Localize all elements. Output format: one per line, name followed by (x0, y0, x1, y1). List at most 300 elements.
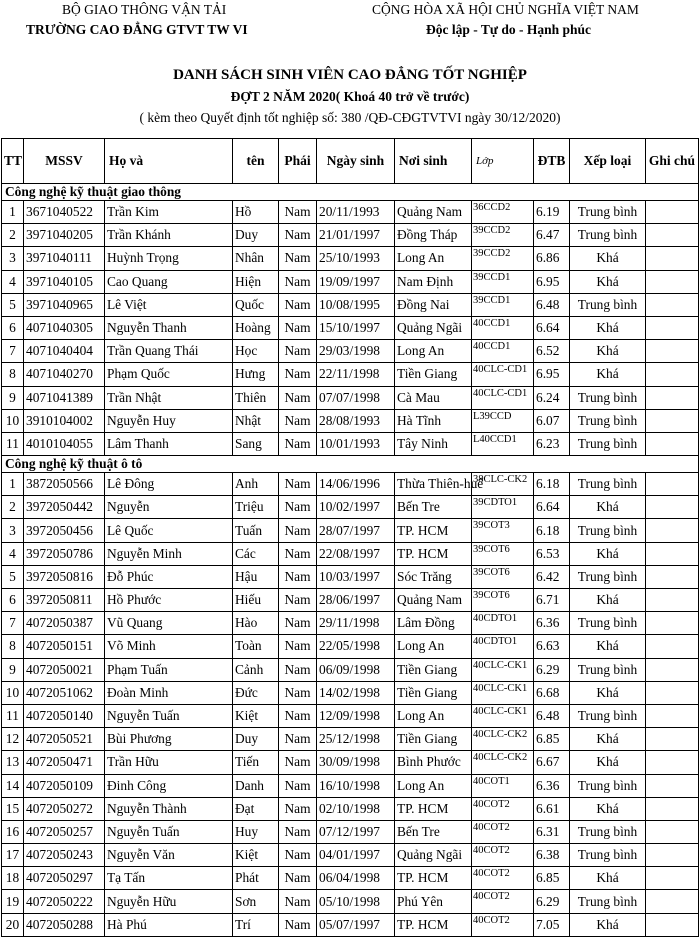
family-name: Huỳnh Trọng (105, 247, 233, 270)
gpa: 6.48 (534, 704, 570, 727)
family-name: Hồ Phước (105, 589, 233, 612)
family-name: Trần Kim (105, 201, 233, 224)
gender: Nam (279, 409, 317, 432)
given-name: Toàn (233, 635, 279, 658)
classification: Trung bình (570, 704, 646, 727)
gender: Nam (279, 496, 317, 519)
birth-place: Quảng Nam (395, 201, 472, 224)
class-code: 39CCD1 (472, 270, 534, 293)
gender: Nam (279, 635, 317, 658)
student-id: 3972050811 (24, 589, 105, 612)
gender: Nam (279, 728, 317, 751)
given-name: Nhật (233, 409, 279, 432)
column-header: Lớp (472, 139, 534, 184)
family-name: Đoàn Minh (105, 681, 233, 704)
student-id: 4072051062 (24, 681, 105, 704)
student-id: 4072050297 (24, 867, 105, 890)
birth-place: TP. HCM (395, 797, 472, 820)
table-row (2, 913, 699, 936)
given-name: Nhân (233, 247, 279, 270)
note (646, 565, 699, 588)
given-name: Hiện (233, 270, 279, 293)
table-row (2, 589, 699, 612)
document-subtitle: ĐỢT 2 NĂM 2020( Khoá 40 trở về trước) (230, 89, 470, 104)
birth-date: 14/02/1998 (317, 681, 395, 704)
column-header: ĐTB (534, 139, 570, 184)
student-id: 3972050816 (24, 565, 105, 588)
note (646, 519, 699, 542)
family-name: Hà Phú (105, 913, 233, 936)
classification: Trung bình (570, 224, 646, 247)
table-row (2, 247, 699, 270)
birth-date: 28/07/1997 (317, 519, 395, 542)
note (646, 913, 699, 936)
gender: Nam (279, 363, 317, 386)
row-number: 1 (2, 201, 24, 224)
classification: Trung bình (570, 658, 646, 681)
row-number: 10 (2, 681, 24, 704)
birth-date: 16/10/1998 (317, 774, 395, 797)
birth-date: 15/10/1997 (317, 316, 395, 339)
student-id: 3671040522 (24, 201, 105, 224)
row-number: 5 (2, 293, 24, 316)
birth-place: TP. HCM (395, 913, 472, 936)
gender: Nam (279, 340, 317, 363)
student-id: 4072050272 (24, 797, 105, 820)
birth-date: 21/01/1997 (317, 224, 395, 247)
gender: Nam (279, 432, 317, 455)
graduate-table (1, 138, 699, 937)
birth-place: Đồng Tháp (395, 224, 472, 247)
table-row (2, 340, 699, 363)
note (646, 201, 699, 224)
given-name: Huy (233, 820, 279, 843)
birth-place: Bến Tre (395, 820, 472, 843)
table-row (2, 681, 699, 704)
family-name: Đinh Công (105, 774, 233, 797)
class-code: 40CDTO1 (472, 635, 534, 658)
note (646, 774, 699, 797)
gpa: 6.64 (534, 316, 570, 339)
note (646, 293, 699, 316)
class-code: 40COT2 (472, 820, 534, 843)
class-code: 40CDTO1 (472, 612, 534, 635)
classification: Khá (570, 316, 646, 339)
birth-place: TP. HCM (395, 867, 472, 890)
family-name: Lê Việt (105, 293, 233, 316)
gpa: 6.18 (534, 519, 570, 542)
row-number: 8 (2, 363, 24, 386)
table-row (2, 844, 699, 867)
note (646, 658, 699, 681)
given-name: Anh (233, 473, 279, 496)
family-name: Phạm Quốc (105, 363, 233, 386)
gpa: 6.29 (534, 890, 570, 913)
note (646, 681, 699, 704)
row-number: 2 (2, 224, 24, 247)
gpa: 6.61 (534, 797, 570, 820)
classification: Trung bình (570, 820, 646, 843)
student-id: 4072050151 (24, 635, 105, 658)
family-name: Nguyễn Tuấn (105, 820, 233, 843)
gender: Nam (279, 890, 317, 913)
row-number: 6 (2, 589, 24, 612)
birth-place: Long An (395, 635, 472, 658)
ministry-name: BỘ GIAO THÔNG VẬN TẢI (62, 2, 227, 17)
class-code: 39COT3 (472, 519, 534, 542)
birth-place: Long An (395, 704, 472, 727)
note (646, 704, 699, 727)
gender: Nam (279, 867, 317, 890)
row-number: 9 (2, 658, 24, 681)
birth-date: 25/10/1993 (317, 247, 395, 270)
birth-place: Cà Mau (395, 386, 472, 409)
family-name: Phạm Tuấn (105, 658, 233, 681)
table-row (2, 386, 699, 409)
row-number: 4 (2, 270, 24, 293)
family-name: Nguyễn Huy (105, 409, 233, 432)
gender: Nam (279, 774, 317, 797)
note (646, 316, 699, 339)
class-code: 40COT2 (472, 867, 534, 890)
section-header-row (2, 456, 699, 473)
given-name: Kiệt (233, 844, 279, 867)
family-name: Cao Quang (105, 270, 233, 293)
row-number: 12 (2, 728, 24, 751)
birth-date: 10/08/1995 (317, 293, 395, 316)
classification: Trung bình (570, 844, 646, 867)
column-header: MSSV (24, 139, 105, 184)
class-code: 40COT2 (472, 797, 534, 820)
class-code: L39CCD (472, 409, 534, 432)
given-name: Trí (233, 913, 279, 936)
family-name: Trần Hữu (105, 751, 233, 774)
gpa: 6.23 (534, 432, 570, 455)
student-id: 3972050442 (24, 496, 105, 519)
column-header: Họ và (105, 139, 233, 184)
birth-date: 12/09/1998 (317, 704, 395, 727)
note (646, 751, 699, 774)
gpa: 6.36 (534, 612, 570, 635)
student-id: 3971040111 (24, 247, 105, 270)
student-id: 3972050456 (24, 519, 105, 542)
gender: Nam (279, 270, 317, 293)
classification: Trung bình (570, 774, 646, 797)
document-titles (0, 66, 700, 128)
given-name: Danh (233, 774, 279, 797)
row-number: 7 (2, 340, 24, 363)
gpa: 6.95 (534, 270, 570, 293)
student-id: 4072050021 (24, 658, 105, 681)
classification: Khá (570, 496, 646, 519)
given-name: Đạt (233, 797, 279, 820)
birth-date: 29/11/1998 (317, 612, 395, 635)
row-number: 18 (2, 867, 24, 890)
student-id: 4071040270 (24, 363, 105, 386)
class-code: 40COT1 (472, 774, 534, 797)
given-name: Hậu (233, 565, 279, 588)
given-name: Hồ (233, 201, 279, 224)
row-number: 7 (2, 612, 24, 635)
row-number: 1 (2, 473, 24, 496)
gender: Nam (279, 293, 317, 316)
gpa: 6.64 (534, 496, 570, 519)
table-row (2, 432, 699, 455)
gender: Nam (279, 681, 317, 704)
classification: Khá (570, 589, 646, 612)
classification: Khá (570, 340, 646, 363)
classification: Trung bình (570, 409, 646, 432)
national-title: CỘNG HÒA XÃ HỘI CHỦ NGHĨA VIỆT NAM (372, 2, 639, 17)
family-name: Nguyễn (105, 496, 233, 519)
national-motto: Độc lập - Tự do - Hạnh phúc (426, 22, 592, 37)
birth-date: 22/08/1997 (317, 542, 395, 565)
gender: Nam (279, 224, 317, 247)
family-name: Nguyễn Tuấn (105, 704, 233, 727)
note (646, 844, 699, 867)
student-id: 3872050566 (24, 473, 105, 496)
table-row (2, 635, 699, 658)
table-body (2, 184, 699, 937)
row-number: 13 (2, 751, 24, 774)
birth-date: 06/04/1998 (317, 867, 395, 890)
column-header: TT (2, 139, 24, 184)
table-row (2, 224, 699, 247)
table-row (2, 293, 699, 316)
row-number: 8 (2, 635, 24, 658)
table-row (2, 797, 699, 820)
row-number: 2 (2, 496, 24, 519)
family-name: Trần Khánh (105, 224, 233, 247)
row-number: 20 (2, 913, 24, 936)
birth-place: Bến Tre (395, 496, 472, 519)
family-name: Lê Đông (105, 473, 233, 496)
row-number: 11 (2, 704, 24, 727)
row-number: 11 (2, 432, 24, 455)
class-code: 40CCD1 (472, 316, 534, 339)
birth-place: Nam Định (395, 270, 472, 293)
note (646, 635, 699, 658)
gender: Nam (279, 658, 317, 681)
classification: Khá (570, 681, 646, 704)
birth-date: 14/06/1996 (317, 473, 395, 496)
column-header: Nơi sinh (395, 139, 472, 184)
gpa: 6.42 (534, 565, 570, 588)
birth-date: 22/11/1998 (317, 363, 395, 386)
class-code: 39CCD2 (472, 247, 534, 270)
row-number: 5 (2, 565, 24, 588)
note (646, 386, 699, 409)
class-code: 36CCD2 (472, 201, 534, 224)
gender: Nam (279, 820, 317, 843)
student-id: 4072050140 (24, 704, 105, 727)
note (646, 247, 699, 270)
birth-place: Long An (395, 340, 472, 363)
family-name: Nguyễn Thành (105, 797, 233, 820)
note (646, 363, 699, 386)
birth-date: 19/09/1997 (317, 270, 395, 293)
birth-date: 10/03/1997 (317, 565, 395, 588)
note (646, 890, 699, 913)
birth-date: 25/12/1998 (317, 728, 395, 751)
given-name: Cảnh (233, 658, 279, 681)
birth-place: Quảng Nam (395, 589, 472, 612)
family-name: Vũ Quang (105, 612, 233, 635)
student-id: 4071040404 (24, 340, 105, 363)
class-code: 39COT6 (472, 542, 534, 565)
birth-place: Tây Ninh (395, 432, 472, 455)
gpa: 6.85 (534, 728, 570, 751)
section-title: Công nghệ kỹ thuật giao thông (2, 184, 699, 201)
birth-date: 05/07/1997 (317, 913, 395, 936)
note (646, 340, 699, 363)
classification: Trung bình (570, 565, 646, 588)
table-row (2, 270, 699, 293)
table-row (2, 496, 699, 519)
classification: Trung bình (570, 890, 646, 913)
student-id: 4072050109 (24, 774, 105, 797)
family-name: Nguyễn Văn (105, 844, 233, 867)
class-code: 40CCD1 (472, 340, 534, 363)
classification: Khá (570, 247, 646, 270)
family-name: Lâm Thanh (105, 432, 233, 455)
class-code: 40COT2 (472, 890, 534, 913)
note (646, 270, 699, 293)
given-name: Sang (233, 432, 279, 455)
gender: Nam (279, 589, 317, 612)
given-name: Hưng (233, 363, 279, 386)
document-title: DANH SÁCH SINH VIÊN CAO ĐẲNG TỐT NGHIỆP (173, 67, 527, 83)
birth-date: 22/05/1998 (317, 635, 395, 658)
gpa: 6.36 (534, 774, 570, 797)
family-name: Đỗ Phúc (105, 565, 233, 588)
row-number: 9 (2, 386, 24, 409)
table-row (2, 201, 699, 224)
row-number: 17 (2, 844, 24, 867)
classification: Khá (570, 797, 646, 820)
student-id: 4010104055 (24, 432, 105, 455)
gender: Nam (279, 704, 317, 727)
birth-place: Quảng Ngãi (395, 316, 472, 339)
birth-date: 20/11/1993 (317, 201, 395, 224)
gender: Nam (279, 201, 317, 224)
gpa: 6.38 (534, 844, 570, 867)
birth-date: 04/01/1997 (317, 844, 395, 867)
classification: Khá (570, 542, 646, 565)
row-number: 3 (2, 519, 24, 542)
given-name: Duy (233, 224, 279, 247)
student-id: 4071041389 (24, 386, 105, 409)
note (646, 612, 699, 635)
gender: Nam (279, 565, 317, 588)
birth-place: TP. HCM (395, 542, 472, 565)
gpa: 6.19 (534, 201, 570, 224)
column-header: Phái (279, 139, 317, 184)
family-name: Nguyễn Minh (105, 542, 233, 565)
column-header: Ghi chú (646, 139, 699, 184)
section-header-row (2, 184, 699, 201)
classification: Khá (570, 270, 646, 293)
class-code: 40COT2 (472, 844, 534, 867)
table-row (2, 658, 699, 681)
given-name: Quốc (233, 293, 279, 316)
family-name: Nguyễn Thanh (105, 316, 233, 339)
given-name: Kiệt (233, 704, 279, 727)
gender: Nam (279, 612, 317, 635)
school-name: TRƯỜNG CAO ĐẲNG GTVT TW VI (26, 22, 248, 37)
row-number: 15 (2, 797, 24, 820)
table-row (2, 565, 699, 588)
student-id: 3971040105 (24, 270, 105, 293)
given-name: Hoàng (233, 316, 279, 339)
class-code: 40CLC-CK1 (472, 704, 534, 727)
column-header: Xếp loại (570, 139, 646, 184)
gpa: 6.71 (534, 589, 570, 612)
classification: Trung bình (570, 473, 646, 496)
student-id: 3971040965 (24, 293, 105, 316)
birth-date: 05/10/1998 (317, 890, 395, 913)
gpa: 6.68 (534, 681, 570, 704)
class-code: 38CLC-CK2 (472, 473, 534, 496)
table-header-row (2, 139, 699, 184)
row-number: 6 (2, 316, 24, 339)
family-name: Võ Minh (105, 635, 233, 658)
row-number: 16 (2, 820, 24, 843)
column-header: tên (233, 139, 279, 184)
note (646, 867, 699, 890)
class-code: 40CLC-CK2 (472, 751, 534, 774)
classification: Trung bình (570, 432, 646, 455)
birth-place: Tiền Giang (395, 363, 472, 386)
gpa: 6.24 (534, 386, 570, 409)
gender: Nam (279, 519, 317, 542)
birth-date: 06/09/1998 (317, 658, 395, 681)
gpa: 6.85 (534, 867, 570, 890)
given-name: Hào (233, 612, 279, 635)
gpa: 6.07 (534, 409, 570, 432)
gender: Nam (279, 473, 317, 496)
birth-place: Long An (395, 247, 472, 270)
class-code: 40COT2 (472, 913, 534, 936)
table-row (2, 867, 699, 890)
gpa: 6.53 (534, 542, 570, 565)
birth-place: Long An (395, 774, 472, 797)
given-name: Duy (233, 728, 279, 751)
classification: Trung bình (570, 519, 646, 542)
gpa: 6.67 (534, 751, 570, 774)
birth-place: Lâm Đồng (395, 612, 472, 635)
birth-date: 30/09/1998 (317, 751, 395, 774)
birth-place: Tiền Giang (395, 681, 472, 704)
birth-date: 07/07/1998 (317, 386, 395, 409)
row-number: 14 (2, 774, 24, 797)
table-row (2, 890, 699, 913)
birth-place: Hà Tĩnh (395, 409, 472, 432)
class-code: 39COT6 (472, 589, 534, 612)
class-code: 40CLC-CD1 (472, 386, 534, 409)
note (646, 589, 699, 612)
note (646, 797, 699, 820)
row-number: 4 (2, 542, 24, 565)
given-name: Tuấn (233, 519, 279, 542)
given-name: Hiếu (233, 589, 279, 612)
birth-place: Thừa Thiên-huế (395, 473, 472, 496)
table-row (2, 751, 699, 774)
class-code: 40CLC-CK1 (472, 658, 534, 681)
gender: Nam (279, 844, 317, 867)
gpa: 6.52 (534, 340, 570, 363)
gender: Nam (279, 913, 317, 936)
